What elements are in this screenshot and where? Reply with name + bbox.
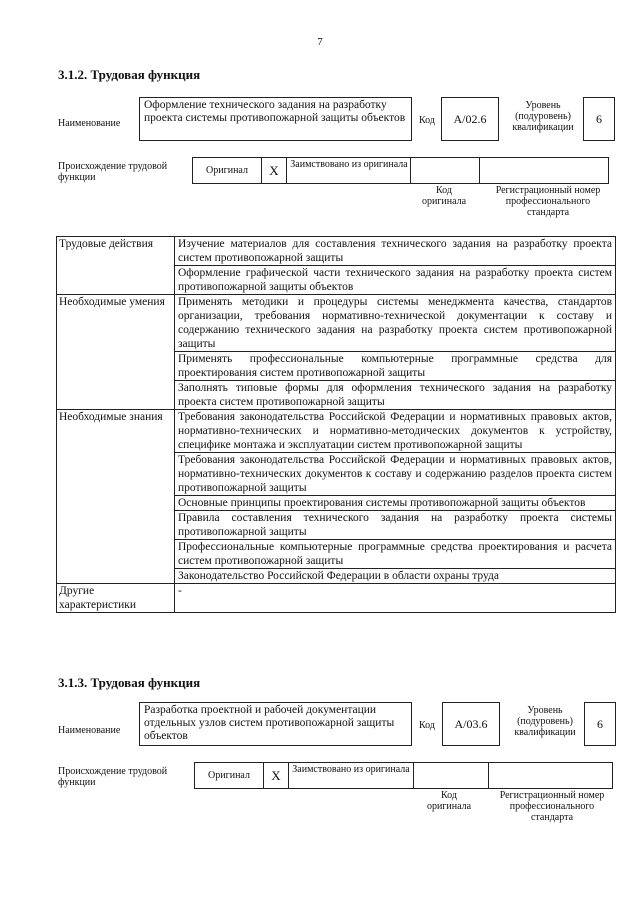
reg-number-label: Регистрационный номер профессионального стандарта: [499, 790, 605, 823]
original-mark: X: [262, 158, 287, 183]
skills-label: Необходимые умения: [57, 295, 175, 410]
other-characteristics-label: Другие характеристики: [57, 584, 175, 613]
divider: [413, 763, 414, 788]
original-label: Оригинал: [195, 763, 264, 788]
function-name-box: Разработка проектной и рабочей документации отдельных узлов систем противопожарной защиты объектов: [139, 702, 412, 746]
borrowed-label: Заимствовано из оригинала: [290, 159, 408, 170]
knowledge-item: Законодательство Российской Федерации в области охраны труда: [175, 569, 616, 584]
divider: [410, 158, 411, 183]
name-label: Наименование: [58, 724, 121, 736]
table-row: [57, 584, 616, 613]
code-label: Код: [419, 719, 435, 731]
page-number: 7: [317, 36, 323, 48]
divider: [488, 763, 489, 788]
original-mark: X: [264, 763, 289, 788]
knowledge-item: Профессиональные компьютерные программные средства проектирования и расчета систем противопожарной защиты: [175, 540, 616, 569]
origin-label: Происхождение трудовой функции: [58, 161, 168, 183]
skill-item: Заполнять типовые формы для оформления технического задания на разработку проекта систем противопожарной защиты: [175, 381, 616, 410]
labor-actions-label: Трудовые действия: [57, 237, 175, 295]
section-title: 3.1.2. Трудовая функция: [58, 67, 201, 82]
other-characteristics-value: -: [175, 584, 616, 613]
code-value-box: A/03.6: [442, 702, 500, 746]
labor-action-item: Оформление графической части технического задания на разработку проекта систем противопожарной защиты объектов: [175, 266, 616, 295]
divider: [479, 158, 480, 183]
origin-box: [194, 762, 613, 789]
code-label: Код: [419, 114, 435, 126]
level-value-box: 6: [584, 702, 616, 746]
function-table: [56, 236, 616, 613]
code-value-box: A/02.6: [441, 97, 499, 141]
knowledge-item: Требования законодательства Российской Федерации и нормативных правовых актов, нормативно-технических документов к составу и содержанию разделов проекта систем противопожарной защиты: [175, 453, 616, 496]
knowledge-item: Основные принципы проектирования системы противопожарной защиты объектов: [175, 496, 616, 511]
knowledge-item: Правила составления технического задания на разработку проекта системы противопожарной защиты: [175, 511, 616, 540]
orig-code-label: Код оригинала: [426, 790, 472, 812]
function-name-box: Оформление технического задания на разработку проекта системы противопожарной защиты объектов: [139, 97, 412, 141]
origin-box: [192, 157, 609, 184]
original-label: Оригинал: [193, 158, 262, 183]
skill-item: Применять профессиональные компьютерные программные средства для проектирования систем противопожарной защиты: [175, 352, 616, 381]
origin-label: Происхождение трудовой функции: [58, 766, 168, 788]
table-row: [57, 295, 616, 352]
knowledge-item: Требования законодательства Российской Федерации и нормативных правовых актов, нормативно-технических и нормативно-методических документов к устройству, специфике монтажа и эксплуатации систем противопожарной защиты: [175, 410, 616, 453]
table-row: [57, 237, 616, 266]
level-label: Уровень (подуровень) квалификации: [514, 705, 576, 738]
table-row: [57, 410, 616, 453]
section-title: 3.1.3. Трудовая функция: [58, 675, 201, 690]
skill-item: Применять методики и процедуры системы менеджмента качества, стандартов организации, требования нормативно-технической документации к составу и содержанию технического задания на разработку проекта систем противопожарной защиты: [175, 295, 616, 352]
orig-code-label: Код оригинала: [421, 185, 467, 207]
name-label: Наименование: [58, 117, 121, 129]
reg-number-label: Регистрационный номер профессионального стандарта: [495, 185, 601, 218]
level-value-box: 6: [583, 97, 615, 141]
borrowed-label: Заимствовано из оригинала: [292, 764, 410, 775]
knowledge-label: Необходимые знания: [57, 410, 175, 584]
level-label: Уровень (подуровень) квалификации: [512, 100, 574, 133]
labor-action-item: Изучение материалов для составления технического задания на разработку проекта систем противопожарной защиты: [175, 237, 616, 266]
